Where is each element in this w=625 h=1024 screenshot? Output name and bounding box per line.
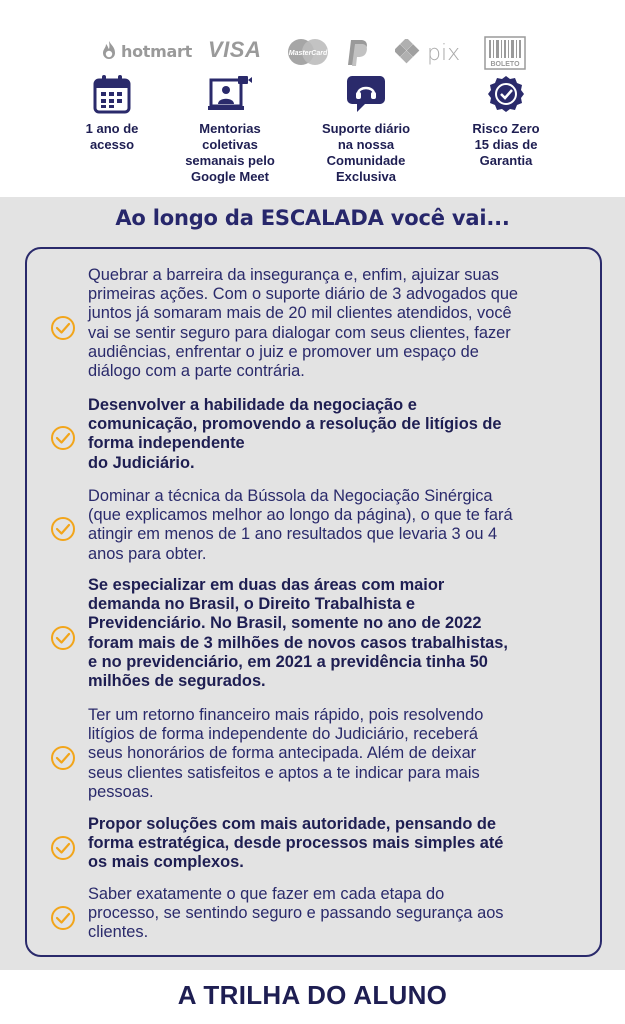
list-item-line: milhões de segurados. [88, 672, 266, 691]
mastercard-circles-icon [286, 38, 330, 66]
check-circle-icon [50, 905, 76, 931]
list-item-line: seus clientes satisfeitos e aptos a te indicar para mais [88, 763, 480, 782]
mastercard-logo [286, 38, 330, 66]
mastercard-text: MasterCard [288, 50, 328, 57]
list-item-line: Dominar a técnica da Bússola da Negociação Sinérgica [88, 487, 493, 505]
list-item-line: Desenvolver a habilidade da negociação e [88, 396, 417, 414]
check-circle-icon [50, 516, 76, 542]
paypal-logo [346, 38, 372, 68]
list-item-line: vai se sentir seguro para dialogar com seus clientes, fazer [88, 323, 511, 342]
list-item-line: Previdenciário. No Brasil, somente no ano de 2022 [88, 614, 482, 633]
hotmart-text: hotmart [121, 41, 192, 61]
hotmart-logo [100, 40, 192, 62]
guarantee-badge-icon [488, 74, 524, 114]
list-item-line: os mais complexos. [88, 853, 244, 872]
list-item-line: Ter um retorno financeiro mais rápido, pois resolvendo [88, 706, 484, 724]
list-item-line: Propor soluções com mais autoridade, pensando de [88, 815, 497, 833]
list-item-line: e no previdenciário, em 2021 a previdência tinha 50 [88, 652, 488, 671]
payment-methods [100, 36, 530, 70]
list-item-line: forma estratégica, desde processos mais simples até [88, 834, 504, 853]
pix-diamond-icon [395, 39, 423, 67]
check-circle-icon [50, 315, 76, 341]
list-item-line: Saber exatamente o que fazer em cada etapa do [88, 885, 445, 903]
feature-guarantee-label: Risco Zero 15 dias de Garantia [472, 121, 540, 168]
pix-text: pix [427, 40, 461, 66]
list-item-line: forma independente [88, 434, 245, 453]
list-item-line: litígios de forma independente do Judiciário, receberá [88, 725, 478, 744]
list-item-line: Se especializar em duas das áreas com maior [88, 576, 445, 594]
list-item-text [88, 706, 566, 802]
list-item-line: primeiras ações. Com o suporte diário de 3 advogados que [88, 285, 519, 304]
list-item-text [88, 885, 566, 943]
list-item-text [88, 266, 566, 381]
video-meeting-icon [208, 74, 252, 114]
check-circle-icon [50, 745, 76, 771]
barcode-icon [484, 36, 526, 70]
feature-mentoring-label: Mentorias coletivas semanais pelo Google Meet [185, 121, 275, 184]
list-item-line: comunicação, promovendo a resolução de litígios de [88, 415, 502, 434]
paypal-icon [346, 38, 372, 68]
feature-access [52, 74, 172, 153]
list-item-text [88, 487, 566, 564]
boleto-text: BOLETO [490, 61, 520, 68]
section-title: Ao longo da ESCALADA você vai... [115, 206, 510, 230]
list-item-line: Quebrar a barreira da insegurança e, enfim, ajuizar suas [88, 266, 499, 284]
feature-support [306, 74, 426, 185]
list-item-line: anos para obter. [88, 544, 207, 563]
chat-support-icon [345, 74, 387, 114]
check-circle-icon [50, 835, 76, 861]
list-item-line: diálogo com a parte contrária. [88, 362, 305, 381]
calendar-icon [93, 74, 131, 114]
features-row [0, 74, 625, 194]
visa-text: VISA [208, 37, 262, 62]
feature-support-label: Suporte diário na nossa Comunidade Exclusiva [321, 121, 411, 184]
list-item-text [88, 815, 566, 873]
list-item-line: foram mais de 3 milhões de novos casos trabalhistas, [88, 633, 508, 652]
pix-logo [395, 39, 460, 67]
list-item-line: processo, se sentindo seguro e passando segurança aos [88, 904, 504, 923]
feature-guarantee [446, 74, 566, 169]
visa-logo [208, 37, 261, 63]
list-item-text [88, 396, 566, 473]
top-section [0, 0, 625, 197]
list-item-line: atingir em menos de 1 ano resultados que levaria 3 ou 4 [88, 525, 498, 544]
list-item-line: seus honorários de forma antecipada. Além de deixar [88, 744, 477, 763]
list-item-line: audiências, enfrentar o juiz e promover um espaço de [88, 342, 479, 361]
list-item-line: pessoas. [88, 782, 154, 801]
list-item-line: demanda no Brasil, o Direito Trabalhista e [88, 595, 415, 614]
feature-mentoring [170, 74, 290, 185]
list-item-line: clientes. [88, 923, 149, 942]
check-circle-icon [50, 425, 76, 451]
list-item-line: (que explicamos melhor ao longo da página), o que te fará [88, 506, 513, 525]
list-item-line: do Judiciário. [88, 453, 195, 472]
boleto-logo [484, 36, 526, 70]
list-item-text [88, 576, 566, 691]
feature-access-label: 1 ano de acesso [85, 121, 139, 152]
check-circle-icon [50, 625, 76, 651]
bottom-title: A TRILHA DO ALUNO [177, 980, 448, 1010]
hotmart-flame-icon [100, 40, 118, 62]
list-item-line: juntos já somaram mais de 20 mil clientes atendidos, você [88, 304, 512, 323]
